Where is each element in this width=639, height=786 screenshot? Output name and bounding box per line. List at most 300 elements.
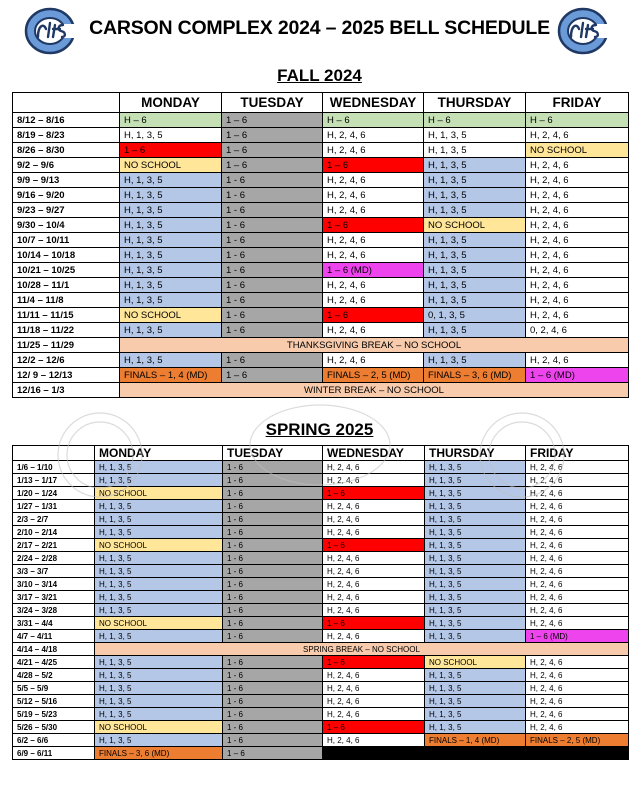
schedule-cell-friday: H, 2, 4, 6 (526, 656, 629, 669)
schedule-cell-thursday: H, 1, 3, 5 (425, 708, 526, 721)
schedule-cell-wednesday: H, 2, 4, 6 (323, 173, 424, 188)
schedule-cell-wednesday: H, 2, 4, 6 (323, 682, 425, 695)
schedule-cell-thursday: H, 1, 3, 5 (425, 526, 526, 539)
schedule-cell-thursday: FINALS – 3, 6 (MD) (424, 368, 526, 383)
schedule-cell-friday: FINALS – 2, 5 (MD) (526, 734, 629, 747)
schedule-cell-monday: H, 1, 3, 5 (95, 578, 223, 591)
table-row (13, 513, 629, 526)
schedule-cell-friday: 1 – 6 (MD) (526, 630, 629, 643)
schedule-cell-thursday: FINALS – 1, 4 (MD) (425, 734, 526, 747)
schedule-cell-wednesday: H, 2, 4, 6 (323, 708, 425, 721)
schedule-cell-tuesday: 1 – 6 (222, 158, 323, 173)
table-row (13, 248, 629, 263)
schedule-cell-monday: 1 – 6 (120, 143, 222, 158)
schedule-cell-thursday (425, 747, 526, 760)
schedule-cell-wednesday: H, 2, 4, 6 (323, 591, 425, 604)
schedule-cell-tuesday: 1 - 6 (223, 552, 323, 565)
schedule-cell-friday: H, 2, 4, 6 (526, 526, 629, 539)
schedule-cell-tuesday: 1 - 6 (222, 248, 323, 263)
week-range: 3/3 – 3/7 (13, 565, 95, 578)
week-range: 10/21 – 10/25 (13, 263, 120, 278)
schedule-cell-friday: H, 2, 4, 6 (526, 293, 629, 308)
table-row (13, 591, 629, 604)
schedule-cell-friday: H, 2, 4, 6 (526, 487, 629, 500)
week-range: 5/19 – 5/23 (13, 708, 95, 721)
table-row (13, 323, 629, 338)
schedule-cell-monday: NO SCHOOL (120, 158, 222, 173)
fall-header-tuesday: TUESDAY (222, 93, 323, 113)
spring-header-wednesday: WEDNESDAY (323, 446, 425, 461)
schedule-cell-wednesday: H, 2, 4, 6 (323, 734, 425, 747)
schedule-cell-monday: H, 1, 3, 5 (120, 128, 222, 143)
schedule-cell-thursday: H, 1, 3, 5 (425, 578, 526, 591)
schedule-cell-wednesday: H, 2, 4, 6 (323, 500, 425, 513)
schedule-cell-tuesday: 1 - 6 (223, 669, 323, 682)
week-range: 12/16 – 1/3 (13, 383, 120, 398)
table-row (13, 617, 629, 630)
week-range: 2/24 – 2/28 (13, 552, 95, 565)
spring-header-monday: MONDAY (95, 446, 223, 461)
week-range: 6/2 – 6/6 (13, 734, 95, 747)
schedule-cell-thursday: H, 1, 3, 5 (425, 461, 526, 474)
schedule-cell-monday: H, 1, 3, 5 (95, 474, 223, 487)
schedule-cell-thursday: H, 1, 3, 5 (425, 513, 526, 526)
week-range: 4/14 – 4/18 (13, 643, 95, 656)
schedule-cell-tuesday: 1 - 6 (223, 695, 323, 708)
table-row (13, 526, 629, 539)
table-row (13, 643, 629, 656)
schedule-cell-wednesday: H, 2, 4, 6 (323, 552, 425, 565)
schedule-cell-tuesday: 1 - 6 (222, 173, 323, 188)
schedule-cell-wednesday: H, 2, 4, 6 (323, 203, 424, 218)
week-range: 10/14 – 10/18 (13, 248, 120, 263)
table-row (13, 203, 629, 218)
week-range: 9/30 – 10/4 (13, 218, 120, 233)
schedule-cell-thursday: H – 6 (424, 113, 526, 128)
schedule-cell-wednesday: H, 2, 4, 6 (323, 630, 425, 643)
table-row (13, 474, 629, 487)
schedule-cell-monday: H, 1, 3, 5 (120, 218, 222, 233)
schedule-cell-friday: H, 2, 4, 6 (526, 474, 629, 487)
schedule-cell-thursday: H, 1, 3, 5 (424, 263, 526, 278)
schedule-cell-wednesday: H, 2, 4, 6 (323, 278, 424, 293)
schedule-cell-friday: H, 2, 4, 6 (526, 248, 629, 263)
schedule-cell-friday: H, 2, 4, 6 (526, 218, 629, 233)
schedule-cell-thursday: H, 1, 3, 5 (424, 293, 526, 308)
schedule-cell-thursday: H, 1, 3, 5 (425, 695, 526, 708)
week-range: 4/7 – 4/11 (13, 630, 95, 643)
schedule-cell-thursday: H, 1, 3, 5 (424, 188, 526, 203)
schedule-cell-wednesday: H, 2, 4, 6 (323, 293, 424, 308)
colts-logo-left (24, 7, 76, 55)
schedule-cell-friday: H, 2, 4, 6 (526, 604, 629, 617)
schedule-cell-thursday: NO SCHOOL (424, 218, 526, 233)
schedule-cell-monday: H, 1, 3, 5 (95, 708, 223, 721)
table-row (13, 368, 629, 383)
schedule-cell-thursday: H, 1, 3, 5 (425, 565, 526, 578)
table-row (13, 308, 629, 323)
schedule-cell-monday: H, 1, 3, 5 (95, 604, 223, 617)
week-range: 1/27 – 1/31 (13, 500, 95, 513)
schedule-cell-tuesday: 1 - 6 (223, 513, 323, 526)
table-row (13, 487, 629, 500)
schedule-cell-thursday: H, 1, 3, 5 (424, 173, 526, 188)
break-banner: WINTER BREAK – NO SCHOOL (120, 383, 629, 398)
schedule-cell-wednesday: H, 2, 4, 6 (323, 353, 424, 368)
schedule-cell-tuesday: 1 - 6 (223, 604, 323, 617)
table-row (13, 128, 629, 143)
week-range: 5/12 – 5/16 (13, 695, 95, 708)
schedule-cell-friday: 1 – 6 (MD) (526, 368, 629, 383)
week-range: 11/11 – 11/15 (13, 308, 120, 323)
schedule-cell-thursday: H, 1, 3, 5 (424, 278, 526, 293)
schedule-cell-tuesday: 1 - 6 (222, 278, 323, 293)
schedule-cell-thursday: H, 1, 3, 5 (424, 143, 526, 158)
fall-heading: FALL 2024 (277, 66, 362, 85)
schedule-cell-thursday: H, 1, 3, 5 (425, 721, 526, 734)
schedule-cell-tuesday: 1 – 6 (222, 143, 323, 158)
schedule-cell-thursday: H, 1, 3, 5 (425, 487, 526, 500)
schedule-cell-tuesday: 1 - 6 (223, 708, 323, 721)
schedule-cell-thursday: H, 1, 3, 5 (425, 604, 526, 617)
schedule-cell-wednesday: 1 – 6 (323, 721, 425, 734)
schedule-cell-tuesday: 1 - 6 (222, 353, 323, 368)
schedule-cell-monday: H, 1, 3, 5 (120, 293, 222, 308)
schedule-cell-thursday: NO SCHOOL (425, 656, 526, 669)
schedule-cell-monday: H, 1, 3, 5 (120, 263, 222, 278)
table-row (13, 682, 629, 695)
schedule-cell-thursday: H, 1, 3, 5 (425, 682, 526, 695)
spring-header-thursday: THURSDAY (425, 446, 526, 461)
schedule-cell-monday: H, 1, 3, 5 (95, 669, 223, 682)
schedule-cell-monday: H, 1, 3, 5 (95, 656, 223, 669)
schedule-cell-friday: H, 2, 4, 6 (526, 203, 629, 218)
schedule-cell-monday: H, 1, 3, 5 (95, 500, 223, 513)
week-range: 6/9 – 6/11 (13, 747, 95, 760)
week-range: 1/13 – 1/17 (13, 474, 95, 487)
schedule-cell-wednesday: 1 – 6 (323, 158, 424, 173)
fall-header-monday: MONDAY (120, 93, 222, 113)
schedule-cell-tuesday: 1 - 6 (222, 203, 323, 218)
week-range: 2/17 – 2/21 (13, 539, 95, 552)
table-row (13, 173, 629, 188)
schedule-cell-thursday: 0, 1, 3, 5 (424, 308, 526, 323)
schedule-cell-tuesday: 1 - 6 (223, 578, 323, 591)
schedule-cell-tuesday: 1 - 6 (223, 474, 323, 487)
week-range: 10/7 – 10/11 (13, 233, 120, 248)
week-range: 12/2 – 12/6 (13, 353, 120, 368)
schedule-cell-monday: H, 1, 3, 5 (120, 233, 222, 248)
schedule-cell-tuesday: 1 - 6 (223, 591, 323, 604)
fall-header-friday: FRIDAY (526, 93, 629, 113)
schedule-cell-wednesday: H – 6 (323, 113, 424, 128)
table-row (13, 734, 629, 747)
week-range: 2/10 – 2/14 (13, 526, 95, 539)
week-range: 8/26 – 8/30 (13, 143, 120, 158)
schedule-cell-tuesday: 1 - 6 (223, 500, 323, 513)
schedule-cell-tuesday: 1 - 6 (222, 308, 323, 323)
schedule-cell-monday: H, 1, 3, 5 (120, 353, 222, 368)
schedule-cell-friday: H, 2, 4, 6 (526, 565, 629, 578)
schedule-cell-wednesday: H, 2, 4, 6 (323, 474, 425, 487)
spring-header-friday: FRIDAY (526, 446, 629, 461)
spring-schedule-table (12, 445, 629, 760)
week-range: 8/19 – 8/23 (13, 128, 120, 143)
schedule-cell-friday: H, 2, 4, 6 (526, 708, 629, 721)
table-row (13, 565, 629, 578)
table-row (13, 552, 629, 565)
break-banner: THANKSGIVING BREAK – NO SCHOOL (120, 338, 629, 353)
week-range: 11/25 – 11/29 (13, 338, 120, 353)
table-row (13, 233, 629, 248)
schedule-cell-tuesday: 1 - 6 (223, 682, 323, 695)
schedule-cell-thursday: H, 1, 3, 5 (424, 128, 526, 143)
schedule-cell-monday: H, 1, 3, 5 (120, 188, 222, 203)
schedule-cell-wednesday: 1 – 6 (MD) (323, 263, 424, 278)
schedule-cell-thursday: H, 1, 3, 5 (425, 474, 526, 487)
table-row (13, 293, 629, 308)
schedule-cell-wednesday: H, 2, 4, 6 (323, 248, 424, 263)
schedule-cell-monday: NO SCHOOL (95, 539, 223, 552)
week-range: 8/12 – 8/16 (13, 113, 120, 128)
schedule-cell-friday: H, 2, 4, 6 (526, 188, 629, 203)
schedule-cell-thursday: H, 1, 3, 5 (425, 552, 526, 565)
schedule-cell-thursday: H, 1, 3, 5 (425, 669, 526, 682)
schedule-cell-friday (526, 747, 629, 760)
schedule-cell-friday: 0, 2, 4, 6 (526, 323, 629, 338)
table-row (13, 630, 629, 643)
week-range: 2/3 – 2/7 (13, 513, 95, 526)
week-range: 5/26 – 5/30 (13, 721, 95, 734)
schedule-cell-wednesday: 1 – 6 (323, 308, 424, 323)
schedule-cell-monday: H, 1, 3, 5 (120, 203, 222, 218)
colts-logo-right (557, 7, 609, 55)
spring-header-week (13, 446, 95, 461)
schedule-cell-monday: H, 1, 3, 5 (95, 695, 223, 708)
schedule-cell-wednesday: H, 2, 4, 6 (323, 604, 425, 617)
week-range: 9/23 – 9/27 (13, 203, 120, 218)
schedule-cell-thursday: H, 1, 3, 5 (425, 630, 526, 643)
schedule-cell-friday: H, 2, 4, 6 (526, 513, 629, 526)
schedule-cell-thursday: H, 1, 3, 5 (425, 591, 526, 604)
schedule-cell-tuesday: 1 - 6 (223, 526, 323, 539)
schedule-cell-monday: H, 1, 3, 5 (95, 526, 223, 539)
schedule-cell-tuesday: 1 – 6 (222, 128, 323, 143)
week-range: 9/16 – 9/20 (13, 188, 120, 203)
schedule-cell-monday: H, 1, 3, 5 (120, 248, 222, 263)
schedule-cell-friday: H, 2, 4, 6 (526, 617, 629, 630)
schedule-cell-friday: NO SCHOOL (526, 143, 629, 158)
schedule-cell-monday: H, 1, 3, 5 (120, 323, 222, 338)
schedule-cell-tuesday: 1 - 6 (223, 617, 323, 630)
week-range: 1/6 – 1/10 (13, 461, 95, 474)
schedule-cell-thursday: H, 1, 3, 5 (425, 500, 526, 513)
schedule-cell-thursday: H, 1, 3, 5 (424, 248, 526, 263)
schedule-cell-friday: H, 2, 4, 6 (526, 308, 629, 323)
schedule-cell-friday: H, 2, 4, 6 (526, 721, 629, 734)
schedule-cell-tuesday: 1 - 6 (222, 263, 323, 278)
schedule-cell-tuesday: 1 - 6 (222, 218, 323, 233)
week-range: 9/2 – 9/6 (13, 158, 120, 173)
schedule-cell-tuesday: 1 - 6 (223, 487, 323, 500)
schedule-cell-monday: H – 6 (120, 113, 222, 128)
schedule-cell-wednesday: H, 2, 4, 6 (323, 128, 424, 143)
fall-schedule-table (12, 92, 629, 398)
schedule-cell-friday: H, 2, 4, 6 (526, 278, 629, 293)
break-banner: SPRING BREAK – NO SCHOOL (95, 643, 629, 656)
schedule-cell-friday: H, 2, 4, 6 (526, 263, 629, 278)
schedule-cell-friday: H, 2, 4, 6 (526, 682, 629, 695)
schedule-cell-wednesday: H, 2, 4, 6 (323, 565, 425, 578)
schedule-cell-monday: NO SCHOOL (95, 487, 223, 500)
schedule-cell-friday: H, 2, 4, 6 (526, 461, 629, 474)
schedule-cell-thursday: H, 1, 3, 5 (424, 203, 526, 218)
schedule-cell-wednesday: 1 – 6 (323, 617, 425, 630)
schedule-cell-friday: H, 2, 4, 6 (526, 173, 629, 188)
table-row (13, 578, 629, 591)
schedule-cell-tuesday: 1 – 6 (223, 747, 323, 760)
schedule-cell-wednesday: H, 2, 4, 6 (323, 323, 424, 338)
schedule-cell-wednesday: H, 2, 4, 6 (323, 233, 424, 248)
schedule-cell-tuesday: 1 - 6 (223, 539, 323, 552)
schedule-cell-wednesday: H, 2, 4, 6 (323, 695, 425, 708)
table-row (13, 539, 629, 552)
schedule-cell-wednesday: FINALS – 2, 5 (MD) (323, 368, 424, 383)
schedule-cell-monday: NO SCHOOL (120, 308, 222, 323)
schedule-cell-tuesday: 1 - 6 (222, 293, 323, 308)
schedule-cell-friday: H, 2, 4, 6 (526, 695, 629, 708)
schedule-cell-wednesday: 1 – 6 (323, 539, 425, 552)
schedule-cell-monday: H, 1, 3, 5 (120, 173, 222, 188)
spring-heading: SPRING 2025 (265, 420, 374, 439)
schedule-cell-monday: H, 1, 3, 5 (95, 682, 223, 695)
schedule-cell-monday: H, 1, 3, 5 (95, 552, 223, 565)
schedule-cell-friday: H, 2, 4, 6 (526, 500, 629, 513)
schedule-cell-friday: H, 2, 4, 6 (526, 353, 629, 368)
schedule-cell-monday: H, 1, 3, 5 (95, 461, 223, 474)
table-row (13, 278, 629, 293)
schedule-cell-monday: NO SCHOOL (95, 617, 223, 630)
schedule-cell-thursday: H, 1, 3, 5 (424, 158, 526, 173)
schedule-cell-friday: H, 2, 4, 6 (526, 158, 629, 173)
week-range: 11/18 – 11/22 (13, 323, 120, 338)
schedule-cell-friday: H, 2, 4, 6 (526, 578, 629, 591)
schedule-cell-tuesday: 1 - 6 (222, 323, 323, 338)
schedule-cell-wednesday: H, 2, 4, 6 (323, 669, 425, 682)
fall-header-thursday: THURSDAY (424, 93, 526, 113)
table-row (13, 113, 629, 128)
week-range: 4/21 – 4/25 (13, 656, 95, 669)
week-range: 3/17 – 3/21 (13, 591, 95, 604)
table-row (13, 158, 629, 173)
table-row (13, 669, 629, 682)
week-range: 1/20 – 1/24 (13, 487, 95, 500)
schedule-cell-wednesday: 1 – 6 (323, 487, 425, 500)
week-range: 5/5 – 5/9 (13, 682, 95, 695)
schedule-cell-wednesday: H, 2, 4, 6 (323, 461, 425, 474)
schedule-cell-friday: H, 2, 4, 6 (526, 233, 629, 248)
schedule-cell-tuesday: 1 - 6 (222, 188, 323, 203)
schedule-cell-thursday: H, 1, 3, 5 (425, 539, 526, 552)
schedule-cell-friday: H, 2, 4, 6 (526, 591, 629, 604)
table-row (13, 461, 629, 474)
schedule-cell-friday: H – 6 (526, 113, 629, 128)
schedule-cell-thursday: H, 1, 3, 5 (424, 353, 526, 368)
week-range: 3/24 – 3/28 (13, 604, 95, 617)
schedule-header (0, 0, 639, 62)
schedule-cell-thursday: H, 1, 3, 5 (425, 617, 526, 630)
schedule-cell-tuesday: 1 - 6 (223, 656, 323, 669)
table-row (13, 656, 629, 669)
week-range: 3/31 – 4/4 (13, 617, 95, 630)
schedule-cell-friday: H, 2, 4, 6 (526, 539, 629, 552)
table-row (13, 353, 629, 368)
schedule-cell-monday: FINALS – 1, 4 (MD) (120, 368, 222, 383)
fall-header-row (13, 93, 629, 113)
table-row (13, 721, 629, 734)
schedule-cell-tuesday: 1 - 6 (223, 461, 323, 474)
schedule-cell-wednesday: H, 2, 4, 6 (323, 526, 425, 539)
spring-header-row (13, 446, 629, 461)
week-range: 11/4 – 11/8 (13, 293, 120, 308)
table-row (13, 218, 629, 233)
schedule-cell-monday: H, 1, 3, 5 (95, 565, 223, 578)
schedule-cell-friday: H, 2, 4, 6 (526, 669, 629, 682)
table-row (13, 604, 629, 617)
table-row (13, 695, 629, 708)
schedule-cell-tuesday: 1 - 6 (223, 565, 323, 578)
fall-header-wednesday: WEDNESDAY (323, 93, 424, 113)
week-range: 10/28 – 11/1 (13, 278, 120, 293)
schedule-cell-wednesday: 1 – 6 (323, 656, 425, 669)
week-range: 3/10 – 3/14 (13, 578, 95, 591)
schedule-cell-wednesday (323, 747, 425, 760)
schedule-cell-wednesday: H, 2, 4, 6 (323, 143, 424, 158)
schedule-cell-monday: H, 1, 3, 5 (95, 734, 223, 747)
page-title: CARSON COMPLEX 2024 – 2025 BELL SCHEDULE (89, 17, 550, 39)
table-row (13, 263, 629, 278)
schedule-cell-friday: H, 2, 4, 6 (526, 552, 629, 565)
spring-header-tuesday: TUESDAY (223, 446, 323, 461)
schedule-cell-monday: H, 1, 3, 5 (95, 630, 223, 643)
schedule-cell-wednesday: H, 2, 4, 6 (323, 513, 425, 526)
schedule-cell-wednesday: H, 2, 4, 6 (323, 188, 424, 203)
schedule-cell-thursday: H, 1, 3, 5 (424, 233, 526, 248)
table-row (13, 383, 629, 398)
table-row (13, 188, 629, 203)
table-row (13, 338, 629, 353)
schedule-cell-tuesday: 1 – 6 (222, 368, 323, 383)
week-range: 12/ 9 – 12/13 (13, 368, 120, 383)
table-row (13, 747, 629, 760)
schedule-cell-wednesday: 1 – 6 (323, 218, 424, 233)
schedule-cell-tuesday: 1 - 6 (223, 721, 323, 734)
schedule-cell-tuesday: 1 - 6 (222, 233, 323, 248)
table-row (13, 143, 629, 158)
schedule-cell-monday: FINALS – 3, 6 (MD) (95, 747, 223, 760)
schedule-cell-tuesday: 1 - 6 (223, 734, 323, 747)
week-range: 4/28 – 5/2 (13, 669, 95, 682)
table-row (13, 708, 629, 721)
schedule-cell-wednesday: H, 2, 4, 6 (323, 578, 425, 591)
schedule-cell-monday: H, 1, 3, 5 (95, 513, 223, 526)
schedule-cell-tuesday: 1 - 6 (223, 630, 323, 643)
week-range: 9/9 – 9/13 (13, 173, 120, 188)
schedule-cell-friday: H, 2, 4, 6 (526, 128, 629, 143)
schedule-cell-thursday: H, 1, 3, 5 (424, 323, 526, 338)
table-row (13, 500, 629, 513)
schedule-cell-monday: H, 1, 3, 5 (120, 278, 222, 293)
